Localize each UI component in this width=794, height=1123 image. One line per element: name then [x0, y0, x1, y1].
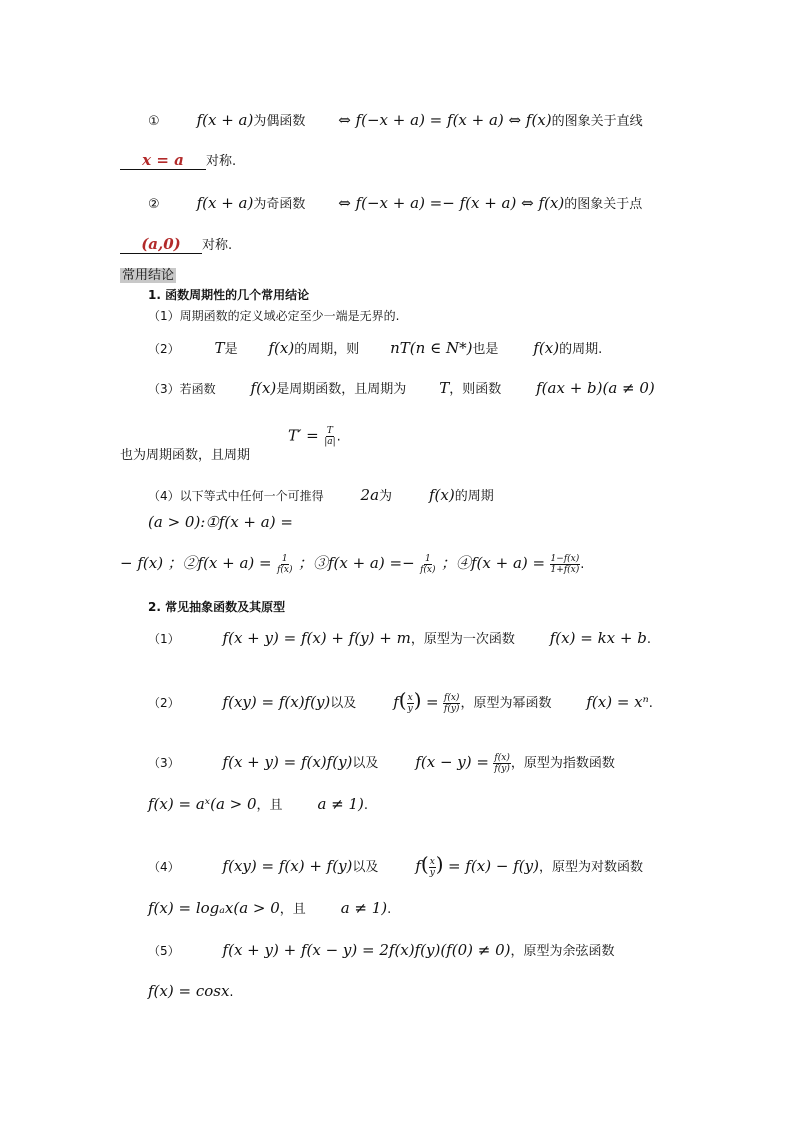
frac-num: x: [429, 856, 435, 867]
answer-point-a-0: (a,0): [141, 235, 181, 253]
math-f-x: f(x): [533, 339, 560, 357]
math: f(x) = cosx: [148, 982, 230, 1000]
math: ；④f(x + a) =: [440, 554, 546, 572]
symmetry-line-text: 的图象关于直线: [551, 114, 643, 129]
math-2a: 2a: [360, 486, 380, 504]
fraction-fx-over-fy: [443, 693, 460, 714]
frac-num: f(x): [494, 752, 510, 763]
frac-den: f(x): [420, 564, 436, 575]
item-number: （3）: [148, 756, 180, 770]
frac-den: f(x): [277, 564, 293, 575]
text: 的周期.: [559, 342, 603, 357]
paragraph-2: [148, 338, 602, 357]
math-f-x: f(x): [250, 379, 277, 397]
conclusion-1: [148, 110, 643, 129]
paragraph-3: [148, 378, 655, 397]
math: f(x) = aˣ(a > 0: [148, 795, 257, 813]
abstract-3: [148, 752, 615, 774]
math-equivalence-1: ⇔ f(−x + a) = f(x + a) ⇔ f(x): [338, 111, 552, 129]
item-number: （2）: [148, 342, 180, 356]
math: f(xy) = f(x)f(y): [222, 693, 331, 711]
paragraph-4-line1: (a > 0):①f(x + a) =: [148, 513, 293, 531]
math: = f(x) − f(y): [448, 857, 539, 875]
math: ；②f(x + a) =: [167, 554, 272, 572]
frac-den: y: [407, 703, 413, 714]
abstract-4-line2: f(x) = logₐx(a > 0，且 a ≠ 1).: [148, 899, 392, 917]
item-number: （4）: [148, 860, 180, 874]
math-f-x: f(x): [268, 339, 295, 357]
math: f(x + y) = f(x)f(y): [222, 753, 353, 771]
fraction-1-over-fx: [276, 554, 293, 575]
text: ，原型为一次函数: [410, 632, 515, 647]
math: f: [415, 857, 421, 875]
math-equivalence-2: ⇔ f(−x + a) =− f(x + a) ⇔ f(x): [338, 194, 565, 212]
symmetry-point-text: 的图象关于点: [564, 197, 643, 212]
abstract-2: （2） f(xy) = f(x)f(y)以及 f( $\frac{x}{y}$ ) = $\frac{f(x)}{f(y)}$ ，原型为幂函数 f(x) = xⁿ.: [148, 688, 653, 714]
text: ，原型为指数函数: [510, 756, 615, 771]
fraction-T-over-abs-a: [323, 426, 336, 447]
math: f: [393, 693, 399, 711]
item-number: （5）: [148, 944, 180, 958]
math-f-x-plus-a: f(x + a): [196, 111, 254, 129]
abstract-5-line2: f(x) = cosx.: [148, 982, 234, 1000]
conclusion-2-answer: [120, 234, 232, 254]
fraction-x-over-y: [407, 693, 414, 714]
frac-num: 1: [281, 553, 288, 564]
fraction-x-over-y: [429, 857, 436, 878]
paragraph-4: [148, 485, 494, 504]
symmetric-text-1: 对称.: [206, 154, 237, 169]
math: a ≠ 1): [317, 795, 364, 813]
frac-den: f(y): [443, 703, 460, 714]
math: f(x) = kx + b: [549, 629, 647, 647]
math: =: [425, 693, 439, 711]
math-nT: nT(n ∈ N*): [390, 339, 473, 357]
text: 的周期: [454, 489, 494, 504]
text: 以及: [330, 696, 357, 711]
text: ，则函数: [449, 382, 502, 397]
abstract-1: （1） f(x + y) = f(x) + f(y) + m，原型为一次函数 f(x) = kx + b.: [148, 629, 651, 647]
text: 为: [379, 489, 393, 504]
odd-function-text: 为奇函数: [253, 197, 306, 212]
math-T-prime: T′ =: [288, 426, 319, 445]
paragraph-1: （1）周期函数的定义域必定至少一端是无界的.: [148, 309, 400, 323]
math: f(x − y) =: [415, 753, 489, 771]
text: ，原型为幂函数: [460, 696, 552, 711]
frac-den: f(y): [494, 763, 510, 774]
frac-den: |a|: [324, 437, 336, 447]
answer-blank-1: [120, 151, 206, 170]
item-number: （1）: [148, 632, 180, 646]
subsection-1-title: 1. 函数周期性的几个常用结论: [148, 288, 310, 302]
math: f(x + y) = f(x) + f(y) + m: [222, 629, 411, 647]
text: 也是: [472, 342, 499, 357]
subsection-2-title: 2. 常见抽象函数及其原型: [148, 600, 286, 614]
paragraph-4-line2: − f(x) ；②f(x + a) = $\frac{1}{f(x)}$ ；③f(x + a) =− $\frac{1}{f(x)}$ ；④f(x + a) = $\frac{1-f(x)}{1+f(x)}$ .: [120, 553, 585, 575]
conclusion-1-answer: [120, 150, 236, 170]
text: 以及: [352, 860, 379, 875]
item-number: （2）: [148, 696, 180, 710]
conclusion-2: [148, 193, 642, 212]
paragraph-3-cont: 也为周期函数，且周期: [120, 448, 251, 463]
math: a ≠ 1): [340, 899, 388, 917]
math-f-x-plus-a-2: f(x + a): [196, 194, 254, 212]
text: （4）以下等式中任何一个可推得: [148, 489, 324, 503]
math-T: T: [439, 379, 450, 397]
text: 是周期函数，且周期为: [276, 382, 407, 397]
frac-den: y: [429, 867, 435, 878]
math: f(x) = logₐx(a > 0: [148, 899, 280, 917]
math: f(xy) = f(x) + f(y): [222, 857, 353, 875]
text: ，原型为对数函数: [538, 860, 643, 875]
abstract-5: [148, 940, 615, 959]
frac-num: f(x): [443, 692, 460, 703]
math-f-x: f(x): [428, 486, 455, 504]
abstract-4: （4） f(xy) = f(x) + f(y)以及 f( $\frac{x}{y}$ ) = f(x) − f(y)，原型为对数函数: [148, 852, 643, 878]
abstract-3-line2: f(x) = aˣ(a > 0，且 a ≠ 1).: [148, 795, 369, 813]
answer-x-equals-a: x = a: [142, 151, 184, 169]
frac-num: 1: [424, 553, 431, 564]
text: ，且: [256, 798, 283, 813]
section-title-text: 常用结论: [122, 268, 175, 283]
even-function-text: 为偶函数: [253, 114, 306, 129]
section-title: [120, 264, 176, 283]
circle-number-1: ①: [148, 114, 160, 129]
text: ，且: [279, 902, 306, 917]
math: f(x) = xⁿ: [586, 693, 649, 711]
math-T: T: [214, 339, 225, 357]
frac-num: 1−f(x): [550, 553, 580, 564]
math-f-ax-plus-b: f(ax + b)(a ≠ 0): [536, 379, 655, 397]
frac-num: x: [407, 692, 413, 703]
text: 是: [224, 342, 238, 357]
fraction-1-minus-fx: [550, 554, 581, 575]
fraction-neg-1-over-fx: [419, 554, 436, 575]
circle-number-2: ②: [148, 197, 160, 212]
math: ；③f(x + a) =−: [297, 554, 415, 572]
answer-blank-2: [120, 235, 202, 254]
text: 的周期，则: [294, 342, 360, 357]
symmetric-text-2: 对称.: [202, 238, 233, 253]
math: f(x + y) + f(x − y) = 2f(x)f(y)(f(0) ≠ 0): [222, 941, 511, 959]
text: ，原型为余弦函数: [510, 944, 615, 959]
frac-den: 1+f(x): [550, 564, 580, 575]
math: − f(x): [120, 554, 164, 572]
frac-num: T: [326, 426, 333, 436]
text: 以及: [352, 756, 379, 771]
fraction-fx-over-fy: [493, 753, 510, 774]
period-formula: T′ = $\frac{T}{|a|}$ .: [288, 426, 341, 447]
text: （3）若函数: [148, 382, 216, 396]
